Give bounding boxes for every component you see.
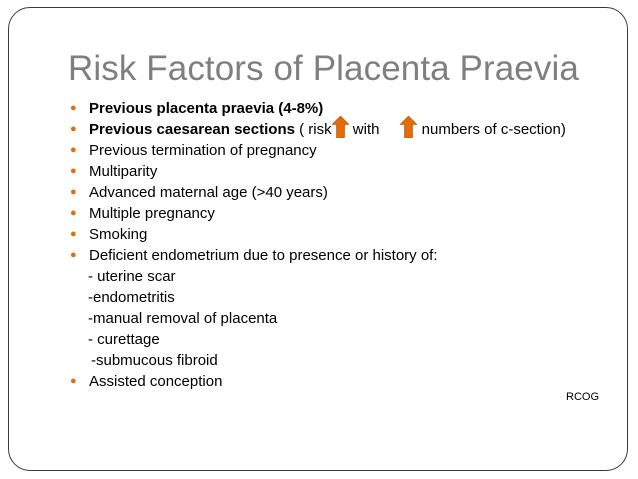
source-label: RCOG — [566, 391, 599, 403]
bullet-icon: ● — [70, 123, 77, 135]
sub-item-text: - curettage — [88, 331, 160, 348]
bullet-icon: ● — [70, 228, 77, 240]
item-text: Assisted conception — [89, 373, 223, 390]
sub-item-text: -submucous fibroid — [91, 352, 218, 369]
up-arrow-icon — [400, 116, 417, 138]
bullet-icon: ● — [70, 207, 77, 219]
bullet-icon: ● — [70, 375, 77, 387]
item-text: ( risk — [294, 121, 332, 138]
item-bold-text: Previous caesarean sections — [89, 121, 295, 138]
up-arrow-icon — [332, 116, 349, 138]
item-text: Smoking — [89, 226, 148, 243]
slide-title: Risk Factors of Placenta Praevia — [68, 49, 579, 88]
item-text: Multiparity — [89, 163, 158, 180]
bullet-icon: ● — [70, 186, 77, 198]
item-text: Previous placenta praevia (4-8%) — [89, 100, 324, 117]
sub-item-text: -manual removal of placenta — [88, 310, 278, 327]
item-text: with — [348, 121, 380, 138]
bullet-icon: ● — [70, 102, 77, 114]
sub-item-text: -endometritis — [88, 289, 175, 306]
item-text: Previous termination of pregnancy — [89, 142, 317, 159]
bullet-icon: ● — [70, 165, 77, 177]
sub-item-text: - uterine scar — [88, 268, 176, 285]
bullet-icon: ● — [70, 144, 77, 156]
item-text: Multiple pregnancy — [89, 205, 215, 222]
item-text: Advanced maternal age (>40 years) — [89, 184, 328, 201]
bullet-icon: ● — [70, 249, 77, 261]
item-text: Deficient endometrium due to presence or history of: — [89, 247, 438, 264]
item-text: numbers of c-section) — [417, 121, 566, 138]
